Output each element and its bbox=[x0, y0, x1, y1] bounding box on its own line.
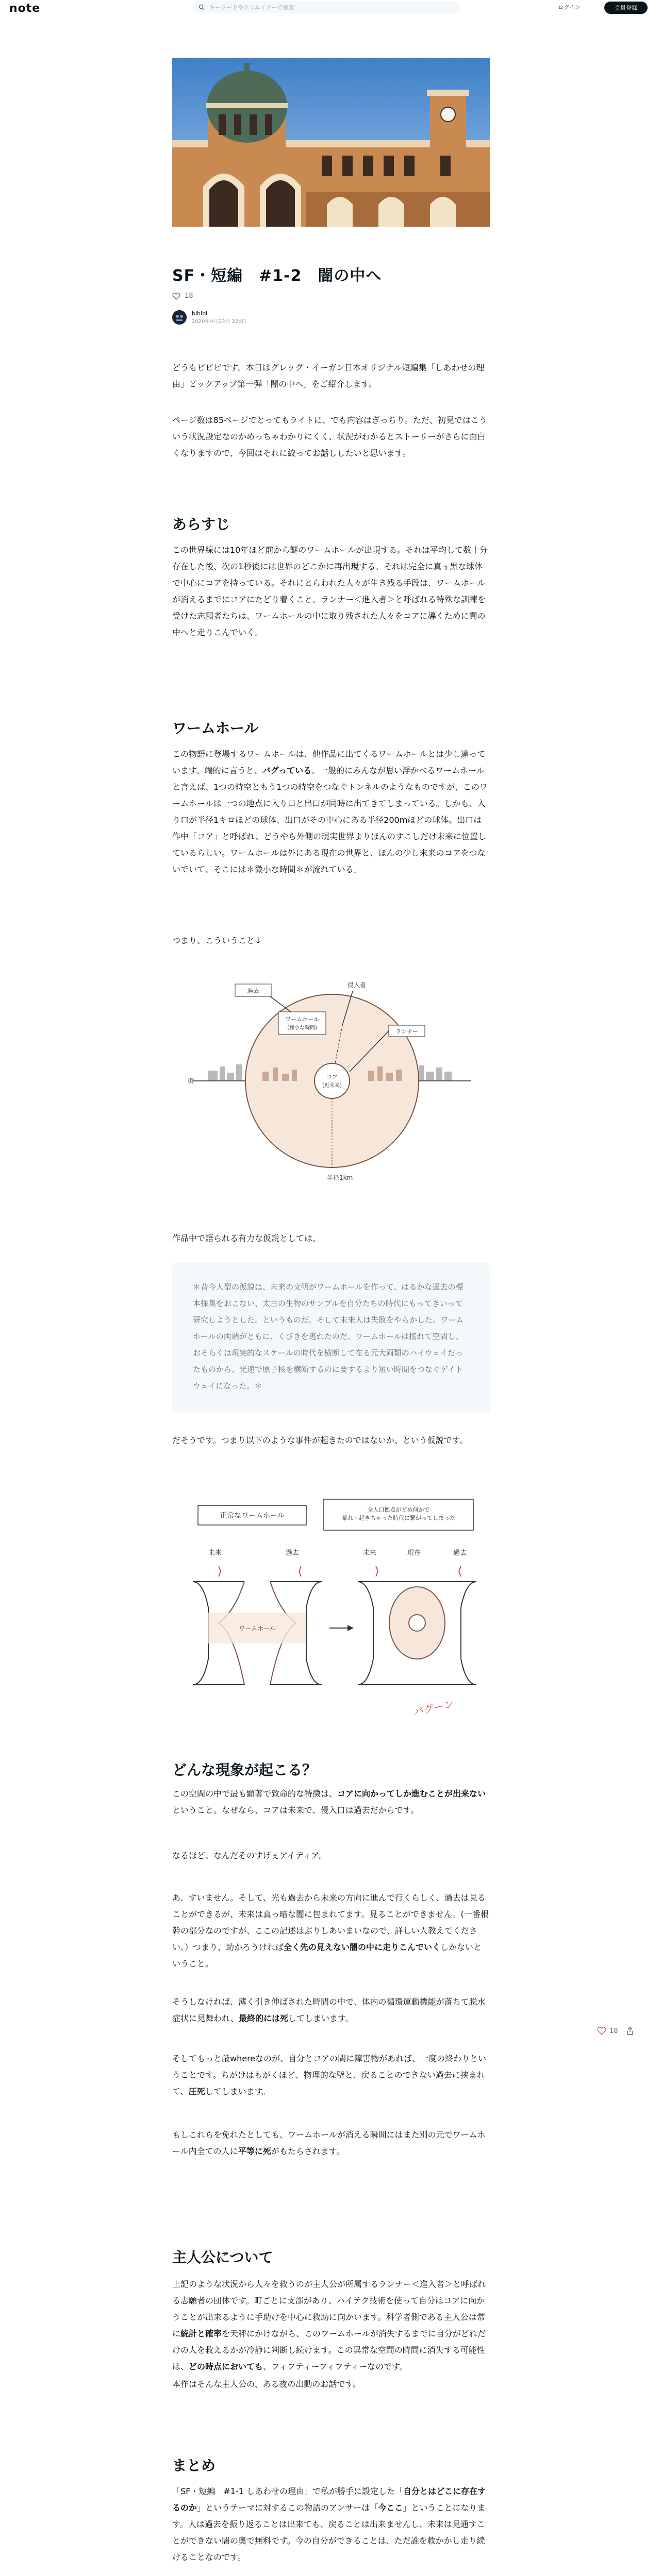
floating-like-count: 18 bbox=[609, 2027, 618, 2035]
paragraph-death bbox=[172, 1994, 490, 2027]
future-label-right: 未来 bbox=[363, 1549, 377, 1557]
text: を天秤にかけながら、このワームホールが消失するまでに自分がどれだけの人を救えるかが冷静に判断し続けます。この異常な空間の時間に消失する可能性は、 bbox=[172, 2329, 486, 2371]
text: しかないということ。 bbox=[172, 1942, 482, 1969]
text: してしまいます。 bbox=[205, 2087, 271, 2096]
future-label-left: 未来 bbox=[208, 1549, 222, 1557]
heart-icon bbox=[597, 2027, 606, 2035]
wormhole-sublabel: (極小な時間) bbox=[287, 1025, 317, 1031]
search-input[interactable]: キーワードやクリエイターで検索 bbox=[209, 4, 294, 11]
paragraph-light bbox=[172, 1890, 490, 1972]
paragraph: つまり、こういうこと↓ bbox=[172, 936, 262, 945]
bold-text: 最終的には死 bbox=[238, 2013, 288, 2023]
scale-label: 半径1km bbox=[327, 1174, 353, 1181]
text: もしこれらを免れたとしても、ワームホールが消える瞬間にはまた別の元でワームホール内全ての人に bbox=[172, 2130, 486, 2156]
text: ということ。なぜなら、コアは未来で、侵入口は過去だからです。 bbox=[172, 1805, 419, 1815]
text: してしまいます。 bbox=[288, 2013, 354, 2023]
past-label: 過去 bbox=[246, 987, 260, 994]
paragraph: どうもビビビです。本日はグレッグ・イーガン日本オリジナル短編集「しあわせの理由」ピックアップ第一弾「闇の中へ」をご紹介します。 bbox=[172, 363, 485, 389]
paragraph bbox=[172, 2276, 490, 2375]
author-avatar[interactable] bbox=[172, 310, 187, 325]
heart-icon bbox=[172, 293, 180, 300]
bug-label: バグーン bbox=[412, 1697, 455, 1718]
text: がもたらされます。 bbox=[271, 2146, 345, 2156]
text: 上記のような状況から人々を救うのが主人公が所属するランナー＜進入者＞と呼ばれる志願者の団体です。町ごとに支部があり、ハイテク技術を使って自分はコアに向かうことが出来るように手助けを中心に救助に向かいます。科学者側である主人公は常に bbox=[172, 2279, 486, 2338]
bold-text: どの時点においても bbox=[189, 2362, 263, 2371]
bug-wormhole-label: 全人口拠点がどめ何かで暴れ・起きちゃった時代に繋がってしまった bbox=[342, 1506, 455, 1521]
wormhole-label: ワームホール bbox=[285, 1016, 319, 1023]
heading-phenomenon: どんな現象が起こる？ bbox=[172, 1761, 317, 1778]
text: 」ということになります。人は過去を振り返ることは出来ても、戻ることは出来ませんし、未来は見通すことができない闇の奥で無料です。今の自分ができることは、ただ誰を救かかし走り続けることなのです。 bbox=[172, 2503, 486, 2562]
normal-wormhole-label: 正常なワームホール bbox=[220, 1512, 285, 1520]
heading-wormhole: ワームホール bbox=[172, 720, 259, 737]
article-container bbox=[172, 58, 490, 227]
login-link[interactable]: ログイン bbox=[558, 4, 581, 11]
paragraph bbox=[172, 1890, 490, 1972]
wormhole-center-label: ワームホール bbox=[239, 1625, 276, 1632]
heading-hero: 主人公について bbox=[172, 2249, 273, 2266]
paragraph: この世界線には10年ほど前から謎のワームホールが出現する。それは平均して数十分存在した後、次の1秒後には世界のどこかに再出現する。それは完全に真ぅ黒な球体で中心にコアを持っている。それにとらわれた人々が生き残る手段は、ワームホールが消えるまでにコアにたどり着くこと。ランナー＜進入者＞と呼ばれる特殊な訓練を受けた志願者たちは、ワームホールの中に取り残された人々をコアに導くために闇の中へと走りこんでいく。 bbox=[172, 545, 488, 637]
paragraph-tsumari bbox=[172, 933, 490, 949]
bold-text: 全く先の見えない闇の中に走りこんでいく bbox=[284, 1942, 441, 1952]
floating-like-button[interactable] bbox=[597, 2027, 634, 2035]
intruder-label: 侵入者 bbox=[347, 981, 367, 989]
share-icon[interactable] bbox=[626, 2027, 634, 2035]
bold-text: 平等に死 bbox=[238, 2146, 271, 2156]
paragraph: なるほど、なんだそのすげぇアイディア。 bbox=[172, 1851, 327, 1860]
like-count-top[interactable] bbox=[172, 292, 193, 300]
search-bar[interactable] bbox=[192, 1, 460, 13]
bold-text: バグっている bbox=[262, 766, 312, 775]
signup-button[interactable]: 会員登録 bbox=[604, 2, 648, 14]
paragraph-arasuji bbox=[172, 542, 490, 641]
author-row[interactable] bbox=[172, 310, 247, 325]
paragraph bbox=[172, 1786, 490, 1819]
paragraph-phenomenon bbox=[172, 1786, 490, 1819]
paragraph-daso bbox=[172, 1432, 490, 1449]
paragraph: ページ数は85ページでとってもライトに、でも内容はぎっちり。ただ、初見ではこういう状況設定なのかめっちゃわかりにくく、状況がわかるとストーリーがさらに面白くなりますので、今回はそれに絞ってお話ししたいと思います。 bbox=[172, 415, 487, 458]
town-label: 街 bbox=[188, 1077, 194, 1084]
paragraph bbox=[172, 1994, 490, 2027]
paragraph: だそうです。つまり以下のような事件が起きたのではないか、という仮説です。 bbox=[172, 1435, 468, 1445]
paragraph-obstacle bbox=[172, 2050, 490, 2100]
hero-image bbox=[172, 58, 490, 227]
bold-text: 統計と確率 bbox=[180, 2329, 222, 2338]
paragraph-hero bbox=[172, 2276, 490, 2375]
paragraph-summary bbox=[172, 2483, 490, 2566]
text: 「SF・短編 #1-1 しあわせの理由」で私が勝手に設定した「 bbox=[172, 2486, 403, 2496]
author-name[interactable]: bibibi bbox=[192, 310, 208, 317]
paragraph-hypothesis bbox=[172, 1230, 490, 1247]
heading-arasuji: あらすじ bbox=[172, 516, 230, 533]
text: 」というテーマに対するこの物語のアンサーは「 bbox=[197, 2503, 378, 2513]
bold-text: 今ここ bbox=[378, 2503, 403, 2513]
paragraph: 本作はそんな主人公の、ある夜の出動のお話です。 bbox=[172, 2379, 361, 2389]
paragraph bbox=[172, 2483, 490, 2566]
paragraph bbox=[172, 2050, 490, 2100]
paragraph: 作品中で語られる有力な仮説としては、 bbox=[172, 1233, 321, 1243]
site-header bbox=[0, 0, 662, 16]
text: 、フィフティーフィフティーなのです。 bbox=[263, 2362, 408, 2371]
like-count: 18 bbox=[185, 292, 193, 300]
article-title: SF・短編 #1-2 闇の中へ bbox=[172, 267, 382, 285]
core-label: コア bbox=[326, 1074, 338, 1080]
search-icon bbox=[196, 2, 207, 13]
bold-text: コアに向かってしか進むことが出来ない bbox=[337, 1789, 486, 1799]
now-label: 現在 bbox=[407, 1549, 421, 1557]
text: そしてもっと厳whereなのが、自分とコアの間に障害物があれば、一度の終わりということです。ちがけはもがくほど、物理的な壁と、戻ることのできない過去に挟まれて、 bbox=[172, 2054, 487, 2096]
text: 。一般的にみんなが思い浮かべるワームホールと言えば、1つの時空ともう1つの時空をつなぐトンネルのようなものですが、このワームホールは一つの地点に入り口と出口が同時に出てきてしまっている。しかも、入り口が半径1キロほどの球体、出口がその中心にある半径200mほどの球体。出口は作中「コア」と呼ばれ、どうやら外側の現実世界よりほんのすこしだけ未来に位置しているらしい。ワームホールは外にある現在の世界と、ほんの少し未来のコアをつないでいて、そこには＊微小な時間＊が流れている。 bbox=[172, 766, 488, 874]
paragraph bbox=[172, 746, 490, 878]
text: そうしなければ、薄く引き伸ばされた時間の中で、体内の循環運動機能が落ちて脱水症状に見舞われ、 bbox=[172, 1997, 486, 2023]
blockquote bbox=[172, 1263, 490, 1413]
core-sublabel: (近未来) bbox=[322, 1083, 342, 1089]
past-label-left: 過去 bbox=[286, 1549, 300, 1557]
wormhole-comparison-diagram bbox=[172, 1494, 490, 1736]
wormhole-diagram bbox=[172, 969, 490, 1195]
quote-text: ＊昔今人型の仮説は、未来の文明がワームホールを作って、はるかな過去の標本採集をおこない、太古の生物のサンプルを自分たちの時代にもってきいって研究しようとした。というものだ。そして未来人は失敗をやらかした。ワームホールの両端がともに、くびきを逃れたのだ。ワームホールは搖れて空間し、おそらくは現実的なスケールの時代を横断して在る元大両類のハイウェイだったものから、光速で原子核を横断するのに要するより短い時間をつなぐゲイトウェイになった。＊ bbox=[193, 1282, 464, 1391]
paragraph-vanish bbox=[172, 2127, 490, 2160]
runner-label: ランナー bbox=[395, 1028, 418, 1035]
paragraph-wormhole bbox=[172, 746, 490, 878]
paragraph bbox=[172, 2127, 490, 2160]
past-label-right: 過去 bbox=[453, 1549, 467, 1557]
note-logo[interactable]: note bbox=[9, 2, 41, 15]
paragraph-intro bbox=[172, 360, 490, 393]
publish-date: 2020年4月23日 22:01 bbox=[192, 319, 247, 325]
text: この物語に登場するワームホールは、他作品に出てくるワームホールとは少し違っています。端的に言うと、 bbox=[172, 749, 486, 775]
paragraph-story bbox=[172, 2376, 490, 2393]
bold-text: 圧死 bbox=[188, 2087, 205, 2096]
text: あ、すいません。そして、光も過去から未来の方向に進んで行くらしく、過去は見ることができるが、未来は真っ暗な闇に包まれてます。見ることができません。(一番根幹の部分なのですが、ここの記述はぶりしあいまいなので、詳しい人教えてください。）つまり、助かろうければ bbox=[172, 1893, 489, 1952]
heading-summary: まとめ bbox=[172, 2457, 216, 2474]
paragraph-pages bbox=[172, 412, 490, 462]
bold-text: 自分とはどこに存在するのか bbox=[172, 2486, 486, 2513]
text: この空間の中で最も顕著で致命的な特徴は、 bbox=[172, 1789, 338, 1799]
paragraph-naruhodo bbox=[172, 1848, 490, 1864]
